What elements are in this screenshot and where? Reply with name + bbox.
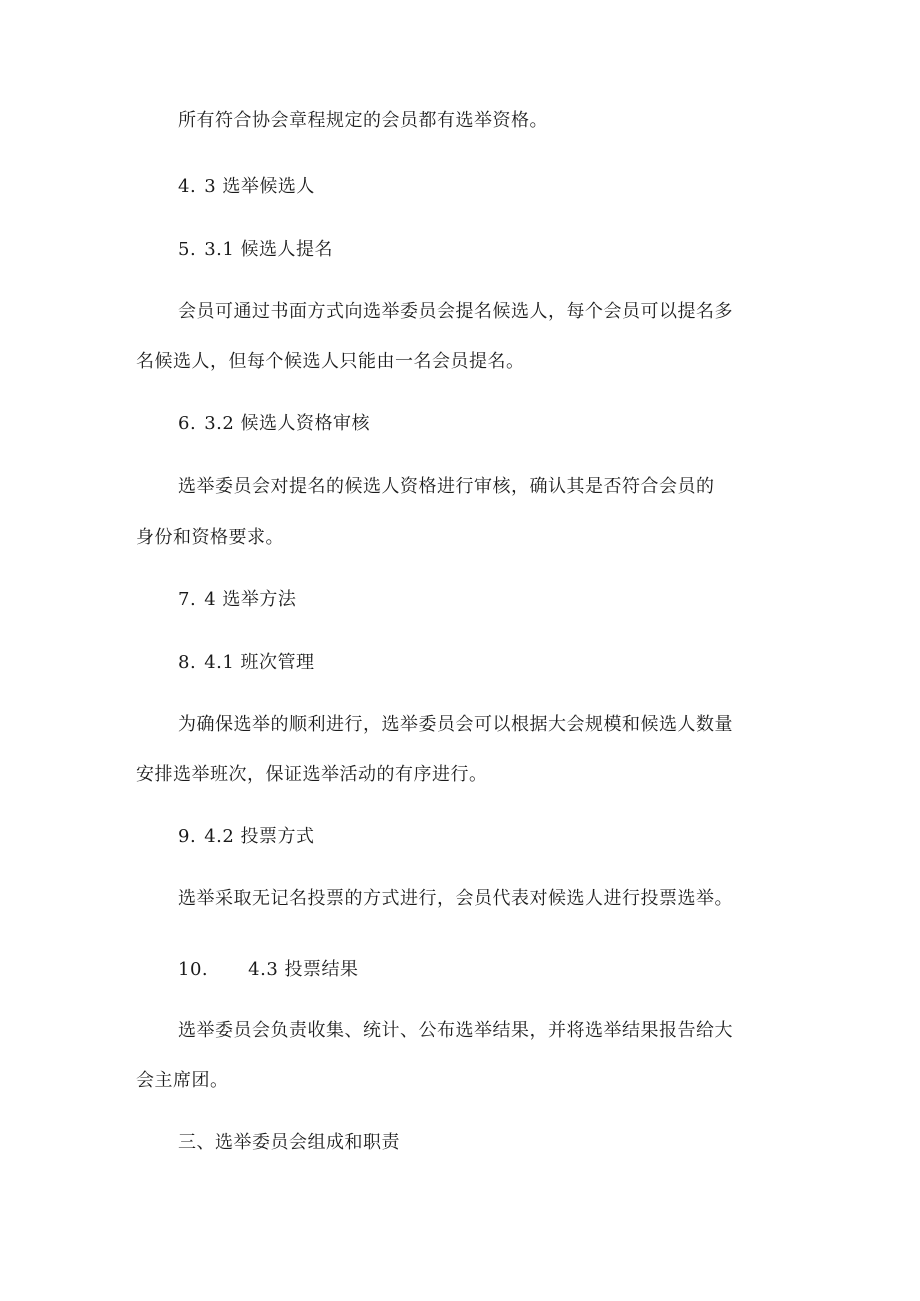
heading-8 (178, 650, 315, 676)
heading-title: 3.1 候选人提名 (204, 239, 334, 260)
paragraph-nomination-line-1: 会员可通过书面方式向选举委员会提名候选人，每个会员可以提名多 (178, 301, 733, 322)
paragraph-voting-results-line-2: 会主席团。 (136, 1070, 229, 1091)
heading-title: 4.3 投票结果 (248, 959, 359, 980)
heading-number: 4. (178, 176, 197, 197)
paragraph-shift-management-line-2: 安排选举班次，保证选举活动的有序进行。 (136, 764, 488, 785)
heading-9 (178, 824, 315, 850)
heading-title: 3.2 候选人资格审核 (204, 413, 371, 434)
heading-title: 4.2 投票方式 (204, 826, 315, 847)
paragraph-qualification-line-1: 选举委员会对提名的候选人资格进行审核，确认其是否符合会员的 (178, 476, 715, 497)
heading-7 (178, 587, 296, 613)
heading-number: 8. (178, 652, 197, 673)
heading-number: 5. (178, 239, 197, 260)
heading-6 (178, 411, 370, 437)
heading-title: 3 选举候选人 (204, 176, 315, 197)
paragraph-election-eligibility: 所有符合协会章程规定的会员都有选举资格。 (178, 110, 548, 131)
section-heading-committee: 三、选举委员会组成和职责 (178, 1132, 400, 1153)
paragraph-qualification-line-2: 身份和资格要求。 (136, 527, 284, 548)
heading-number: 7. (178, 589, 197, 610)
paragraph-voting-results-line-1: 选举委员会负责收集、统计、公布选举结果，并将选举结果报告给大 (178, 1020, 733, 1041)
heading-number: 6. (178, 413, 197, 434)
heading-title: 4.1 班次管理 (204, 652, 315, 673)
heading-number: 9. (178, 826, 197, 847)
heading-5 (178, 237, 333, 263)
paragraph-shift-management-line-1: 为确保选举的顺利进行，选举委员会可以根据大会规模和候选人数量 (178, 714, 733, 735)
paragraph-nomination-line-2: 名候选人，但每个候选人只能由一名会员提名。 (136, 351, 525, 372)
heading-10 (178, 957, 359, 983)
heading-title: 4 选举方法 (204, 589, 297, 610)
heading-number: 10. (178, 959, 209, 980)
paragraph-voting-method: 选举采取无记名投票的方式进行，会员代表对候选人进行投票选举。 (178, 888, 733, 909)
heading-4 (178, 174, 315, 200)
